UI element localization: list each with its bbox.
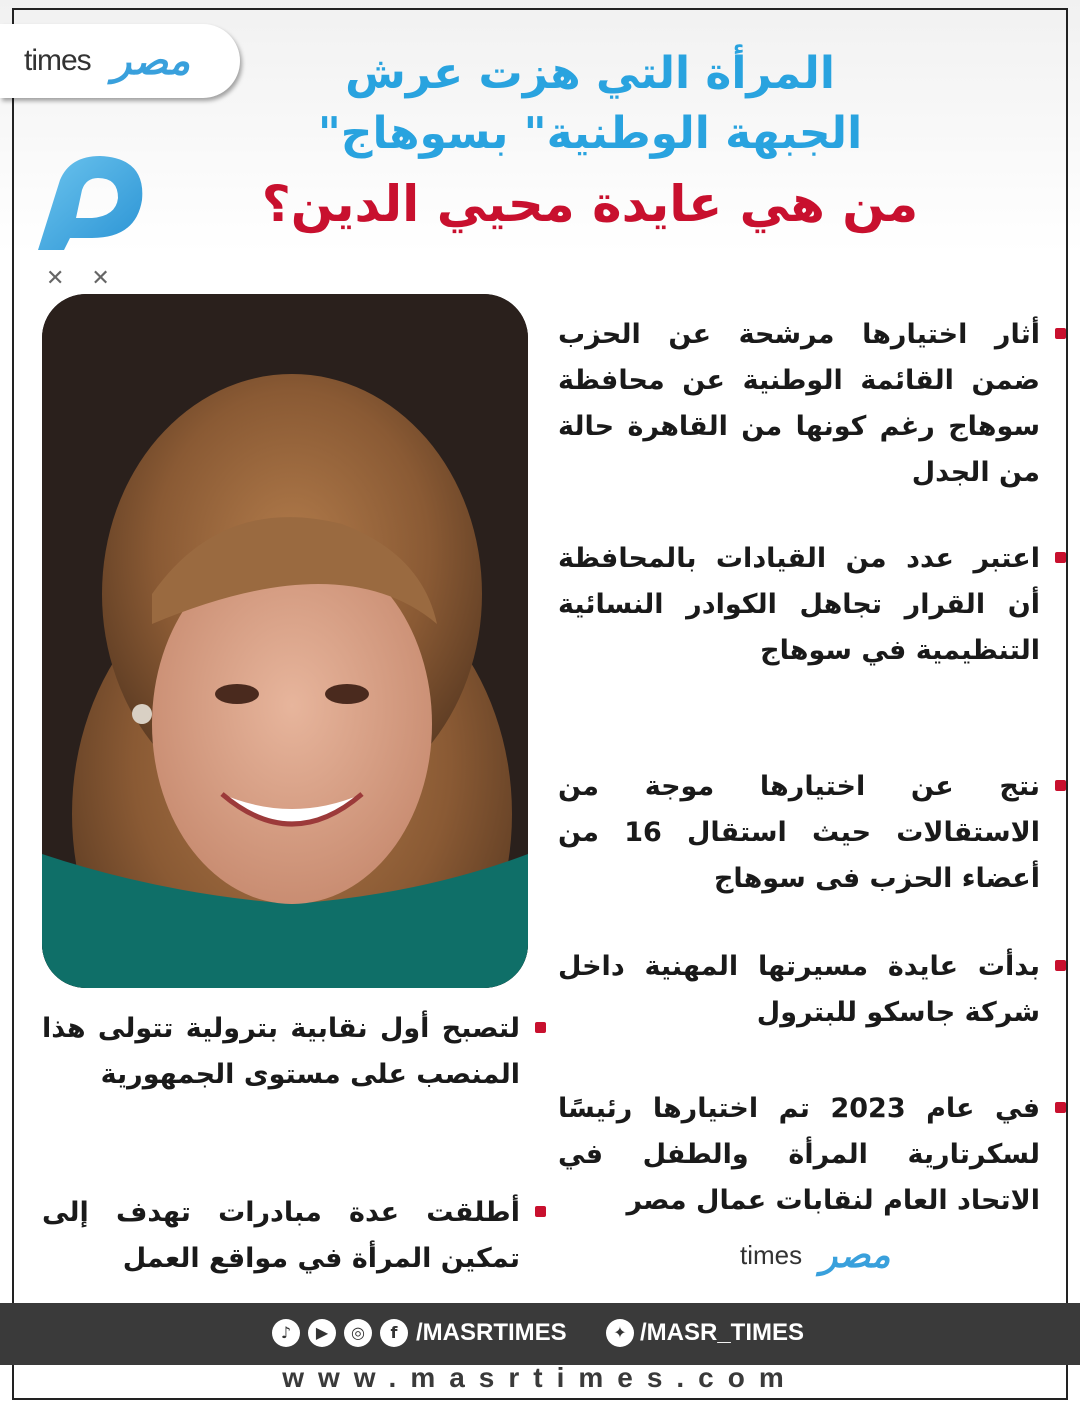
social-row	[0, 1315, 1080, 1355]
left-bullet-1	[42, 1006, 520, 1098]
bullet-marker	[535, 1022, 546, 1033]
left-bullet-2	[42, 1190, 520, 1282]
bullet-marker	[1055, 328, 1066, 339]
twitter-icon[interactable]: ✦	[606, 1319, 634, 1347]
portrait-illustration	[42, 294, 528, 988]
portrait-photo	[42, 294, 528, 988]
right-bullet-3	[558, 764, 1040, 902]
right-bullet-5	[558, 1086, 1040, 1224]
bullet-text: أثار اختيارها مرشحة عن الحزب ضمن القائمة الوطنية عن محافظة سوهاج رغم كونها من القاهرة حالة من الجدل	[558, 319, 1040, 488]
bullet-text: نتج عن اختيارها موجة من الاستقالات حيث استقال 16 من أعضاء الحزب فى سوهاج	[558, 771, 1040, 894]
logo-times-text: times	[24, 44, 91, 77]
bullet-marker	[1055, 960, 1066, 971]
bullet-marker	[1055, 552, 1066, 563]
bullet-text: لتصبح أول نقابية بترولية تتولى هذا المنصب على مستوى الجمهورية	[42, 1013, 520, 1090]
logo-masr-text: مصر	[820, 1234, 891, 1275]
tiktok-icon[interactable]: ♪	[272, 1319, 300, 1347]
headline-line-2: الجبهة الوطنية" بسوهاج"	[317, 108, 863, 159]
bullet-marker	[535, 1206, 546, 1217]
headline	[160, 44, 1020, 244]
bullet-text: أطلقت عدة مبادرات تهدف إلى تمكين المرأة في مواقع العمل	[42, 1197, 520, 1274]
bullet-text: اعتبر عدد من القيادات بالمحافظة أن القرار تجاهل الكوادر النسائية التنظيمية في سوهاج	[558, 543, 1040, 666]
website-url[interactable]: www.masrtimes.com	[282, 1362, 798, 1393]
logo-masr-text: مصر	[112, 39, 191, 83]
decorative-x-marks: ✕ ✕	[46, 266, 120, 291]
headline-line-1: المرأة التي هزت عرش	[345, 48, 835, 99]
right-bullet-4	[558, 944, 1040, 1036]
bullet-marker	[1055, 780, 1066, 791]
headline-line-3: من هي عايدة محيي الدين؟	[261, 175, 919, 233]
brand-p-mark-icon	[30, 150, 154, 258]
facebook-icon[interactable]: f	[380, 1319, 408, 1347]
bullet-marker	[1055, 1102, 1066, 1113]
right-bullet-1	[558, 312, 1040, 496]
bullet-text: في عام 2023 تم اختيارها رئيسًا لسكرتارية المرأة والطفل في الاتحاد العام لنقابات عمال مصر	[558, 1093, 1040, 1216]
social-handle-masr-times[interactable]: /MASR_TIMES	[640, 1319, 805, 1346]
logo-times-text: times	[740, 1240, 803, 1270]
bullet-text: بدأت عايدة مسيرتها المهنية داخل شركة جاسكو للبترول	[558, 951, 1040, 1028]
brand-logo-bottom[interactable]	[740, 1228, 940, 1284]
youtube-icon[interactable]: ▶	[308, 1319, 336, 1347]
social-handle-masrtimes[interactable]: /MASRTIMES	[416, 1319, 567, 1346]
right-bullet-2	[558, 536, 1040, 674]
instagram-icon[interactable]: ◎	[344, 1319, 372, 1347]
